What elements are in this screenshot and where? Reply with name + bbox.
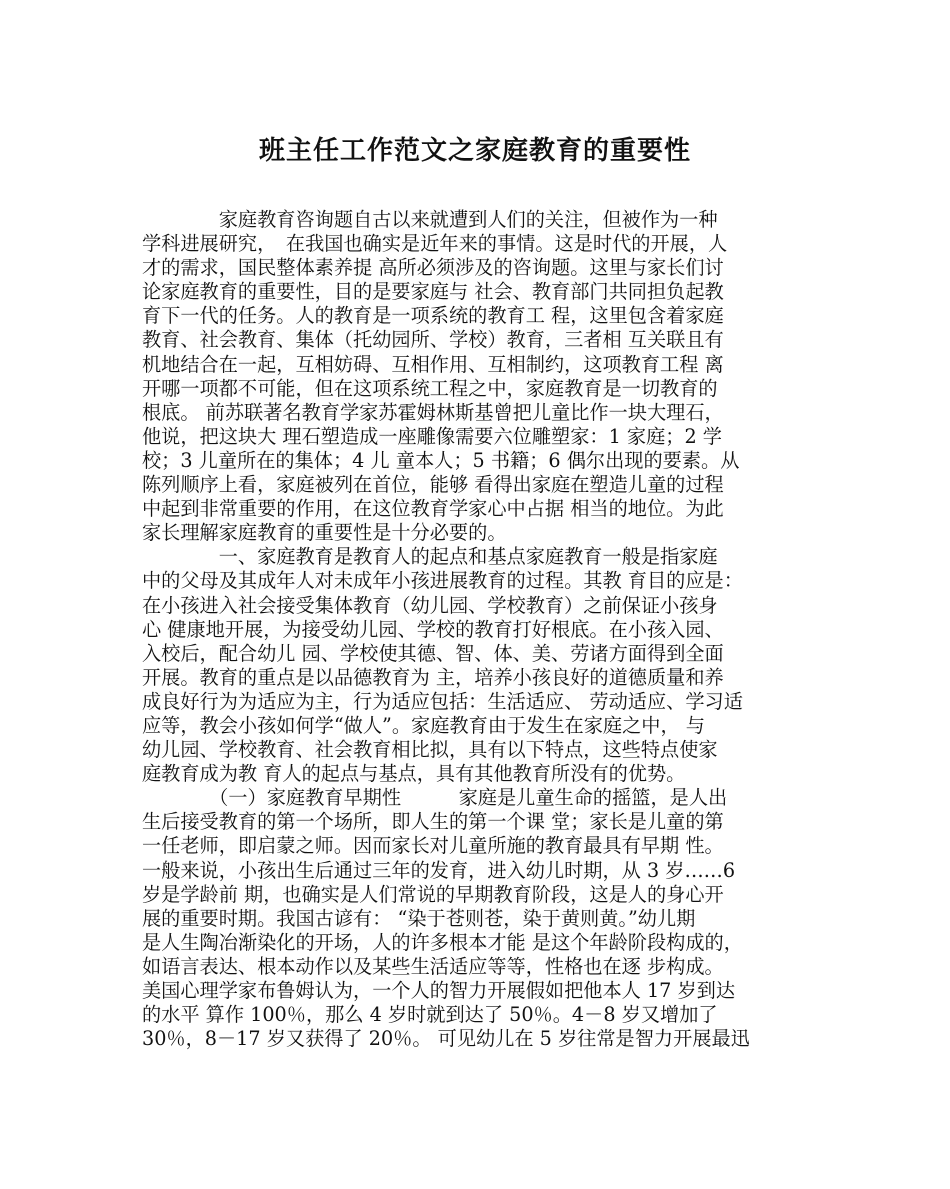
body-text-line: 入校后，配合幼儿 园、学校使其德、智、体、美、劳诸方面得到全面: [142, 641, 724, 665]
body-text-line: 开展。教育的重点是以品德教育为 主，培养小孩良好的道德质量和养: [142, 665, 724, 689]
body-text-line: 一、家庭教育是教育人的起点和基点家庭教育一般是指家庭: [142, 545, 718, 569]
body-text-line: 展的重要时期。我国古谚有： “染于苍则苍，染于黄则黄。”幼儿期: [142, 906, 696, 930]
document-body: [142, 208, 810, 1051]
body-text-line: 开哪一项都不可能，但在这项系统工程之中，家庭教育是一切教育的: [142, 376, 718, 400]
document-title: 班主任工作范文之家庭教育的重要性: [258, 136, 691, 166]
body-text-line: 才的需求，国民整体素养提 高所必须涉及的咨询题。这里与家长们讨: [142, 256, 724, 280]
body-text-line: 30％，8－17 岁又获得了 20％。 可见幼儿在 5 岁往常是智力开展最迅: [142, 1027, 750, 1051]
body-text-line: 一任老师，即启蒙之师。因而家长对儿童所施的教育最具有早期 性。: [142, 834, 724, 858]
body-text-line: 美国心理学家布鲁姆认为，一个人的智力开展假如把他本人 17 岁到达: [142, 979, 736, 1002]
body-text-line: 岁是学龄前 期，也确实是人们常说的早期教育阶段，这是人的身心开: [142, 882, 724, 906]
body-text-line: 他说，把这块大 理石塑造成一座雕像需要六位雕塑家：1 家庭；2 学: [142, 424, 722, 448]
body-text-line: 如语言表达、根本动作以及某些生活适应等等，性格也在逐 步构成。: [142, 954, 724, 978]
body-text-line: 应等，教会小孩如何学“做人”。家庭教育由于发生在家庭之中， 与: [142, 713, 705, 737]
body-text-line: 一般来说，小孩出生后通过三年的发育，进入幼儿时期，从 3 岁……6: [142, 858, 736, 882]
body-text-line: 成良好行为为适应为主，行为适应包括：生活适应、 劳动适应、学习适: [142, 689, 743, 713]
body-text-line: （一）家庭教育早期性 家庭是儿童生命的摇篮，是人出: [142, 786, 728, 810]
body-text-line: 育下一代的任务。人的教育是一项系统的教育工 程，这里包含着家庭: [142, 304, 724, 328]
body-text-line: 机地结合在一起，互相妨碍、互相作用、互相制约，这项教育工程 离: [142, 352, 724, 376]
body-text-line: 幼儿园、学校教育、社会教育相比拟，具有以下特点，这些特点使家: [142, 738, 718, 762]
body-text-line: 校；3 儿童所在的集体；4 儿 童本人；5 书籍；6 偶尔出现的要素。从: [142, 448, 740, 472]
body-text-line: 教育、社会教育、集体（托幼园所、学校）教育，三者相 互关联且有: [142, 328, 724, 352]
body-text-line: 学科进展研究， 在我国也确实是近年来的事情。这是时代的开展，人: [142, 232, 728, 256]
body-text-line: 在小孩进入社会接受集体教育（幼儿园、学校教育）之前保证小孩身: [142, 593, 718, 617]
body-text-line: 庭教育成为教 育人的起点与基点，具有其他教育所没有的优势。: [142, 762, 686, 786]
body-text-line: 是人生陶冶渐染化的开场，人的许多根本才能 是这个年龄阶段构成的，: [142, 930, 743, 954]
body-text-line: 中的父母及其成年人对未成年小孩进展教育的过程。其教 育目的应是：: [142, 569, 743, 593]
body-text-line: 家庭教育咨询题自古以来就遭到人们的关注，但被作为一种: [142, 208, 718, 231]
body-text-line: 陈列顺序上看，家庭被列在首位，能够 看得出家庭在塑造儿童的过程: [142, 473, 724, 497]
body-text-line: 家长理解家庭教育的重要性是十分必要的。: [142, 521, 507, 545]
body-text-line: 生后接受教育的第一个场所，即人生的第一个课 堂；家长是儿童的第: [142, 810, 724, 834]
body-text-line: 中起到非常重要的作用，在这位教育学家心中占据 相当的地位。为此: [142, 497, 724, 521]
body-text-line: 根底。 前苏联著名教育学家苏霍姆林斯基曾把儿童比作一块大理石，: [142, 400, 724, 424]
body-text-line: 心 健康地开展，为接受幼儿园、学校的教育打好根底。在小孩入园、: [142, 617, 724, 641]
body-text-line: 论家庭教育的重要性，目的是要家庭与 社会、教育部门共同担负起教: [142, 280, 724, 304]
body-text-line: 的水平 算作 100％，那么 4 岁时就到达了 50％。4－8 岁又增加了: [142, 1003, 718, 1027]
